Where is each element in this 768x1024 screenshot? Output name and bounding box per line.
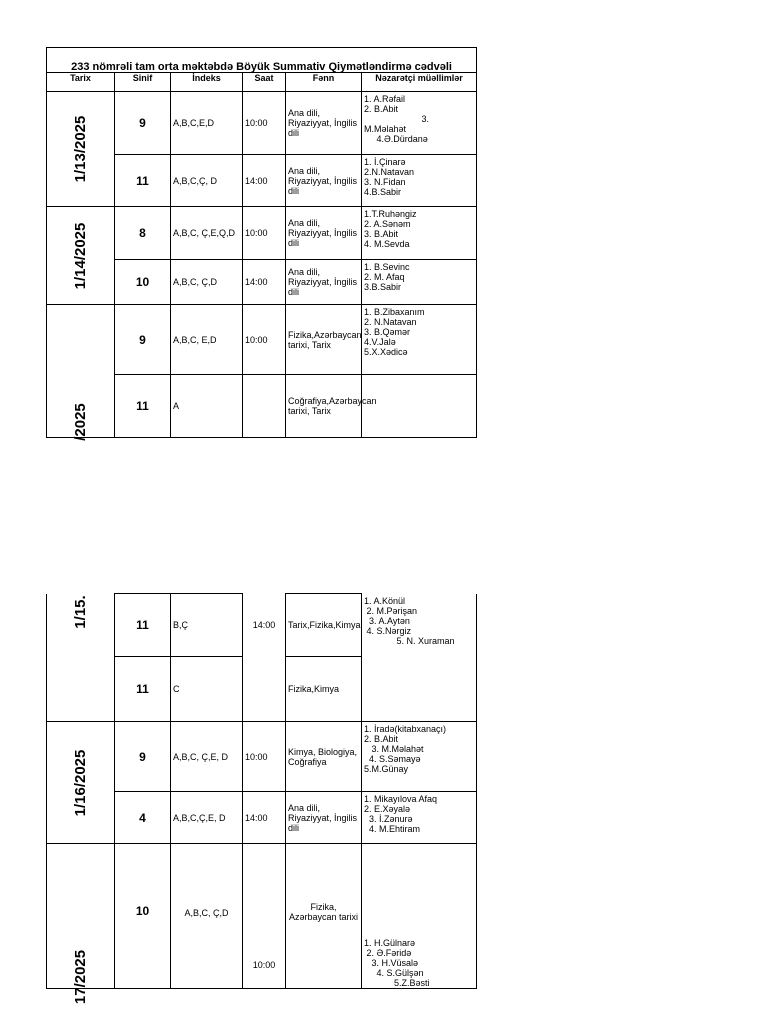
muellim-cell: 1. H.Gülnarə 2. Ə.Fəridə 3. H.Vüsalə 4. S.Gülşən 5.Z.Bəsti [362,844,477,989]
table-part-1 [46,47,478,440]
fenn-cell: Coğrafiya,Azərbaycan tarixi, Tarix [286,375,362,438]
sinif-cell: 11 [115,155,171,207]
saat-cell: 14:00 [243,155,286,207]
table-part-2 [46,593,478,1005]
indeks-cell: A,B,C, Ç,E,Q,D [171,207,243,260]
header-muellimler: Nəzarətçi müəllimlər [362,73,477,92]
fenn-cell: Ana dili, Riyaziyyat, İngilis dili [286,155,362,207]
date-cell [47,722,115,844]
muellim-cell: 1. B.Zibaxanım 2. N.Natavan 3. B.Qəmər 4.V.Jalə 5.X.Xədicə [362,305,477,375]
indeks-cell: A,B,C,E,D [171,92,243,155]
header-sinif: Sinif [115,73,171,92]
sinif-cell: 9 [115,722,171,792]
indeks-cell: C [171,657,243,722]
saat-cell: 14:00 [243,260,286,305]
indeks-cell: A,B,C, Ç,E, D [171,722,243,792]
indeks-cell: A,B,C,Ç, D [171,155,243,207]
sinif-cell: 10 [115,844,171,989]
indeks-cell: A,B,C,Ç,E, D [171,792,243,844]
sinif-cell: 11 [115,594,171,657]
saat-cell: 10:00 [243,305,286,375]
fenn-cell: Fizika,Kimya [286,657,362,722]
saat-cell [243,375,286,438]
muellim-cell: 1.T.Ruhəngiz 2. A.Sənəm 3. B.Abit 4. M.Sevda [362,207,477,260]
schedule-table-bottom [46,593,477,1005]
muellim-cell [362,375,477,438]
date-label: 1/15. [71,594,89,629]
date-label: 17/2025 [71,949,89,1005]
indeks-cell: A,B,C, Ç,D [171,844,243,989]
date-cell [47,594,115,722]
date-label: 1/13/2025 [71,115,89,183]
header-row [47,73,477,92]
date-cell [47,92,115,207]
saat-label: 14:00 [252,619,276,630]
fenn-cell: Fizika,Azərbaycan tarixi, Tarix [286,305,362,375]
indeks-cell: B,Ç [171,594,243,657]
header-fenn: Fənn [286,73,362,92]
muellim-cell: 1. Mikayılova Afaq 2. E.Xəyalə 3. İ.Zənurə 4. M.Ehtiram [362,792,477,844]
table-row [47,722,477,792]
fenn-cell: Fizika, Azərbaycan tarixi [286,844,362,989]
saat-cell: 14:00 [243,792,286,844]
table-row [47,305,477,375]
fenn-cell: Ana dili, Riyaziyyat, İngilis dili [286,92,362,155]
header-saat: Saat [243,73,286,92]
fenn-cell: Ana dili, Riyaziyyat, İngilis dili [286,207,362,260]
indeks-cell: A [171,375,243,438]
table-row [47,594,477,657]
muellim-cell: 1. İradə(kitabxanaçı) 2. B.Abit 3. M.Məlahət 4. S.Səmayə 5.M.Günay [362,722,477,792]
sinif-cell: 10 [115,260,171,305]
table-row [47,844,477,989]
fenn-cell: Tarix,Fizika,Kimya [286,594,362,657]
date-cell [47,844,115,1005]
fenn-cell: Ana dili, Riyaziyyat, İngilis dili [286,792,362,844]
muellim-cell: 1. İ.Çinarə 2.N.Natavan 3. N.Fidan 4.B.Sabir [362,155,477,207]
date-cell [47,305,115,441]
indeks-cell: A,B,C, Ç,D [171,260,243,305]
header-indeks: İndeks [171,73,243,92]
saat-cell: 10:00 [243,92,286,155]
sinif-cell: 4 [115,792,171,844]
date-cell [47,207,115,305]
saat-cell: 10:00 [243,207,286,260]
saat-cell: 10:00 [243,722,286,792]
saat-cell: 10:00 [243,844,286,989]
header-tarix: Tarix [47,73,115,92]
muellim-cell: 1. A.Rəfail 2. B.Abit 3. M.Məlahət 4.Ə.Dürdanə [362,92,477,155]
sinif-cell: 11 [115,657,171,722]
muellim-cell: 1. A.Könül 2. M.Pərişan 3. A.Aytən 4. S.Nərgiz 5. N. Xuraman [362,594,477,722]
schedule-table-top [46,47,477,441]
sinif-cell: 8 [115,207,171,260]
fenn-cell: Kimya, Biologiya, Coğrafiya [286,722,362,792]
fenn-cell: Ana dili, Riyaziyyat, İngilis dili [286,260,362,305]
sinif-cell: 9 [115,305,171,375]
date-label: 1/14/2025 [71,222,89,289]
table-row [47,207,477,260]
sinif-cell: 9 [115,92,171,155]
date-label: /2025 [71,403,89,441]
indeks-cell: A,B,C, E,D [171,305,243,375]
date-label: 1/16/2025 [71,749,89,816]
saat-cell [243,594,286,722]
muellim-cell: 1. B.Sevinc 2. M. Afaq 3.B.Sabir [362,260,477,305]
page-title: 233 nömrəli tam orta məktəbdə Böyük Summativ Qiymətləndirmə cədvəli [47,48,477,73]
table-row [47,92,477,155]
sinif-cell: 11 [115,375,171,438]
